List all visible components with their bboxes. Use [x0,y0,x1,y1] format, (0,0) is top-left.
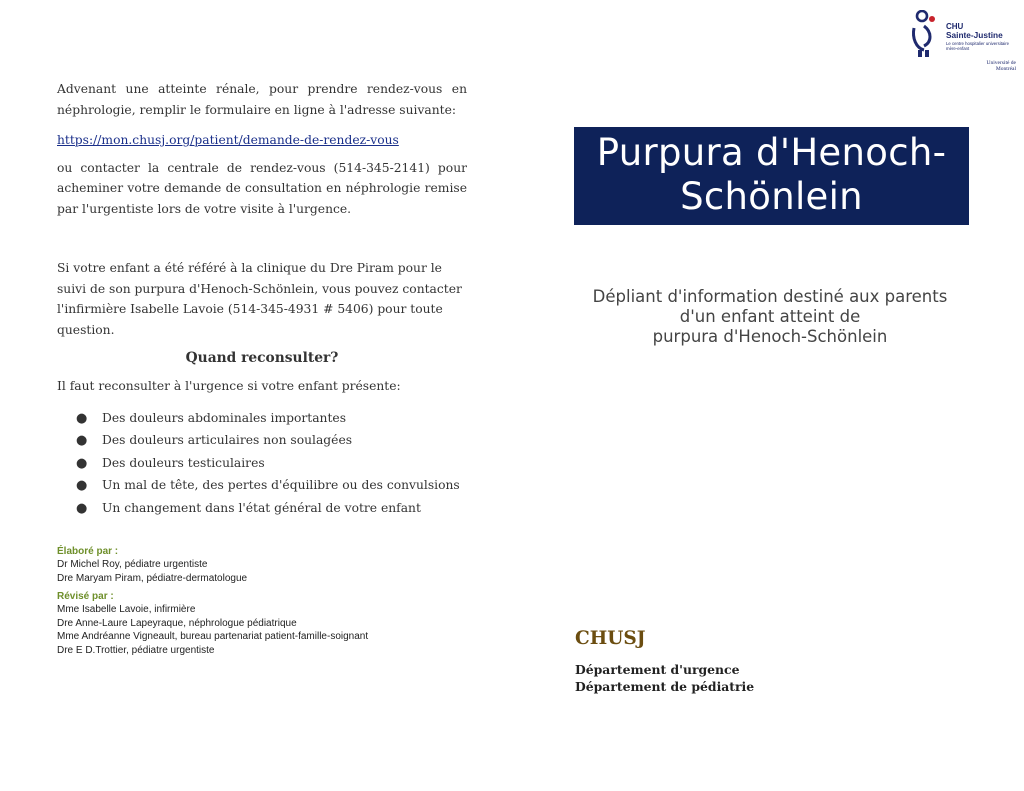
chusj-logo-icon [910,10,944,58]
title-line-1: Purpura d'Henoch- [596,131,947,174]
credits [57,545,477,657]
subtitle-line-3: purpura d'Henoch-Schönlein [652,327,888,346]
bullet-icon: ● [76,478,88,493]
department-pediatrics: Département de pédiatrie [575,679,755,694]
subtitle-line-2: d'un enfant atteint de [679,307,861,326]
list-item: ● Des douleurs testiculaires [57,453,467,475]
logo-name: Sainte-Justine [946,30,1003,40]
reviser-line: Dre Anne-Laure Lapeyraque, néphrologue pédiatrique [57,617,297,629]
udem-label: Université de Montréal [986,60,1016,72]
list-item: ● Des douleurs abdominales importantes [57,408,467,430]
org-name: CHUSJ [575,628,646,649]
reviser-line: Mme Andréanne Vigneault, bureau partenariat patient-famille-soignant [57,631,369,642]
bullet-icon: ● [76,455,88,471]
title-box [574,127,969,225]
list-item: ● Un mal de tête, des pertes d'équilibre ou des convulsions [57,475,467,497]
bullet-icon: ● [76,433,88,448]
when-to-reconsult-heading: Quand reconsulter? [185,350,339,366]
reviser-line: Dre E D.Trottier, pédiatre urgentiste [57,644,215,656]
subtitle [560,287,980,347]
chusj-logo [910,10,1016,80]
contact-centre-paragraph: ou contacter la centrale de rendez-vous (514-345-2141) pour acheminer votre demande de consultation en néphrologie remise par l'urgentiste lors de votre visite à l'urgence. [57,160,467,216]
nurse-contact-paragraph: Si votre enfant a été référé à la clinique du Dre Piram pour le suivi de son purpura d'Henoch-Schönlein, vous pouvez contacter l'infirmière Isabelle Lavoie (514-345-4931 # 5406) pour toute question. [57,261,462,337]
title-line-2: Schönlein [680,175,863,218]
bullet-icon: ● [76,500,88,516]
author-line: Dre Maryam Piram, pédiatre-dermatologue [57,572,248,584]
appointment-link[interactable]: https://mon.chusj.org/patient/demande-de-rendez-vous [57,133,399,147]
revised-label: Révisé par : [57,591,114,602]
symptom-list [57,408,467,520]
nephrology-paragraph: Advenant une atteinte rénale, pour prendre rendez-vous en néphrologie, remplir le formulaire en ligne à l'adresse suivante: [57,82,467,117]
logo-chu: CHU [946,22,964,31]
authored-label: Élaboré par : [57,546,119,557]
logo-tagline: Le centre hospitalier universitaire mère-enfant [946,41,1010,51]
subtitle-line-1: Dépliant d'information destiné aux parents [592,287,948,306]
list-item: ● Des douleurs articulaires non soulagées [57,430,467,452]
reviser-line: Mme Isabelle Lavoie, infirmière [57,604,196,615]
list-item: ● Un changement dans l'état général de votre enfant [57,498,467,520]
department-emergency: Département d'urgence [575,662,740,677]
author-line: Dr Michel Roy, pédiatre urgentiste [57,559,208,570]
left-panel [57,79,467,520]
reconsult-intro: Il faut reconsulter à l'urgence si votre enfant présente: [57,379,401,393]
bullet-icon: ● [76,410,88,426]
